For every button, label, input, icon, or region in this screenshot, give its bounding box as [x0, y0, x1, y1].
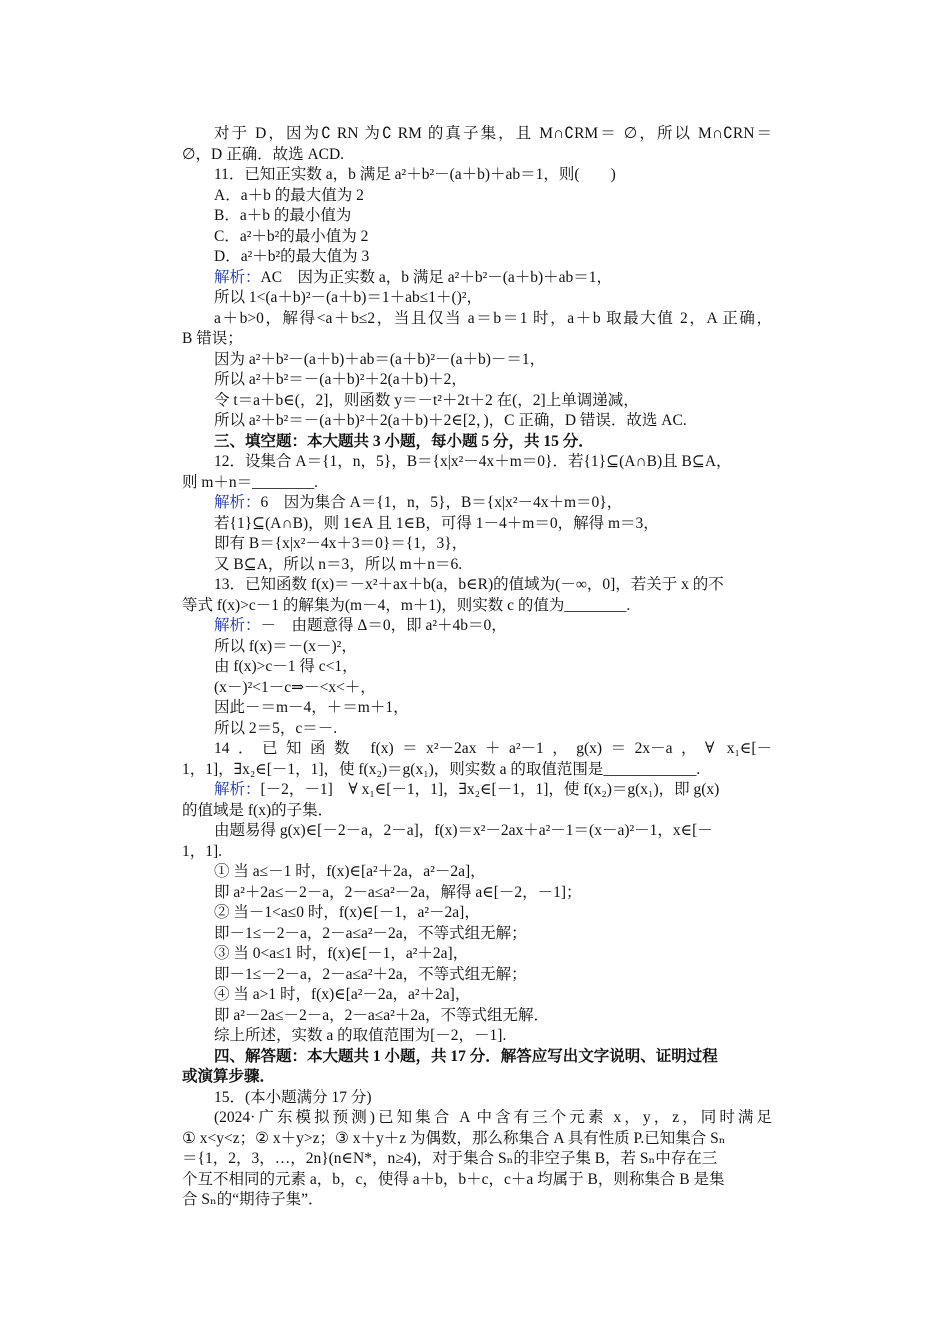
text-line [214, 247, 772, 267]
text-line [214, 780, 772, 800]
line-text: ∅，D 正确．故选 ACD. [182, 145, 345, 163]
text-line [214, 739, 772, 759]
line-text: ① 当 a≤－1 时，f(x)∈[a²＋2a，a²－2a]， [214, 863, 486, 880]
text-line [214, 1006, 772, 1026]
line-text: 四、解答题：本大题共 1 小题，共 17 分．解答应写出文字说明、证明过程 [214, 1047, 718, 1065]
line-text: 15．(本小题满分 17 分) [214, 1088, 372, 1106]
line-text: 即有 B＝{x|x²－4x＋3＝0}＝{1，3}， [214, 535, 468, 552]
text-line [182, 1129, 772, 1149]
line-text: AC 因为正实数 a，b 满足 a²＋b²－(a＋b)＋ab＝1， [260, 268, 613, 286]
line-text: 即－1≤－2－a，2－a≤a²－2a，不等式组无解； [214, 924, 527, 942]
text-line [214, 268, 772, 288]
line-text: － 由题意得 Δ＝0，即 a²＋4b＝0， [260, 617, 507, 634]
line-text: ④ 当 a>1 时，f(x)∈[a²－2a，a²＋2a]， [214, 986, 471, 1003]
line-text: 个互不相同的元素 a，b，c，使得 a＋b，b＋c，c＋a 均属于 B，则称集合 B 是集 [182, 1170, 725, 1188]
text-line [214, 350, 772, 370]
line-text: B 错误； [182, 330, 243, 347]
line-text: 或演算步骤． [182, 1068, 276, 1085]
text-line [214, 883, 772, 903]
line-text: 因为 a²＋b²－(a＋b)＋ab＝(a＋b)²－(a＋b)－＝1， [214, 350, 546, 368]
text-line [182, 1067, 772, 1087]
text-line [214, 985, 772, 1005]
line-text: 13．已知函数 f(x)＝－x²＋ax＋b(a，b∈R)的值域为(－∞，0]，若关于 x 的不 [214, 576, 724, 593]
text-line [214, 206, 772, 226]
analysis-label: 解析： [214, 268, 261, 286]
line-text: 12．设集合 A＝{1，n，5}，B＝{x|x²－4x＋m＝0}．若{1}⊆(A∩B)且 B⊆A， [214, 453, 732, 470]
text-line [214, 227, 772, 247]
text-line [214, 924, 772, 944]
text-line [182, 760, 772, 780]
analysis-label: 解析： [214, 617, 261, 634]
text-line [214, 391, 772, 411]
text-line [214, 862, 772, 882]
line-text: 合 Sₙ的“期待子集”． [182, 1191, 324, 1208]
line-text: 对于 D，因为∁ RN 为∁ RM 的真子集，且 M∩∁RM＝ ∅，所以 M∩∁RN＝ [214, 125, 772, 142]
line-text: ① x<y<z；② x＋y>z；③ x＋y＋z 为偶数，那么称集合 A 具有性质 P.已知集合 Sₙ [182, 1129, 726, 1147]
line-text: ③ 当 0<a≤1 时，f(x)∈[－1，a²＋2a]， [214, 945, 469, 962]
text-line [214, 698, 772, 718]
analysis-label: 解析： [214, 781, 261, 798]
text-line [182, 596, 772, 616]
text-line [182, 1149, 772, 1169]
line-text: 即 a²＋2a≤－2－a，2－a≤a²－2a，解得 a∈[－2，－1]； [214, 883, 582, 901]
line-text: (x－)²<1－c⇒－<x<＋， [214, 678, 376, 696]
text-line [182, 145, 772, 165]
text-line [214, 309, 772, 329]
text-line [214, 1026, 772, 1046]
text-line [214, 678, 772, 698]
text-line [214, 637, 772, 657]
text-line [214, 432, 772, 452]
line-text: 三、填空题：本大题共 3 小题，每小题 5 分，共 15 分． [214, 432, 594, 450]
line-text: 则 m＋n＝________. [182, 473, 319, 491]
line-text: A．a＋b 的最大值为 2 [214, 186, 364, 204]
line-text: 所以 1<(a＋b)²－(a＋b)＝1＋ab≤1＋()²， [214, 289, 483, 306]
line-text: 即 a²－2a≤－2－a，2－a≤a²＋2a，不等式组无解． [214, 1006, 549, 1024]
text-line [214, 124, 772, 144]
line-text: 所以 f(x)＝－(x－)²， [214, 637, 357, 655]
text-line [214, 1088, 772, 1108]
line-text: 所以 a²＋b²＝－(a＋b)²＋2(a＋b)＋2， [214, 371, 467, 388]
line-text: 又 B⊆A，所以 n＝3，所以 m＋n＝6. [214, 555, 463, 573]
text-line [214, 1047, 772, 1067]
line-text: 6 因为集合 A＝{1，n，5}，B＝{x|x²－4x＋m＝0}， [260, 494, 623, 511]
text-line [182, 842, 772, 862]
text-line [214, 944, 772, 964]
text-line [214, 514, 772, 534]
text-line [214, 821, 772, 841]
text-line [214, 1108, 772, 1128]
line-text: 即－1≤－2－a，2－a≤a²＋2a，不等式组无解； [214, 965, 527, 983]
text-line [214, 534, 772, 554]
text-line [214, 186, 772, 206]
text-line [214, 493, 772, 513]
text-line [182, 473, 772, 493]
text-line [182, 1190, 772, 1210]
text-line [214, 555, 772, 575]
line-text: 11．已知正实数 a，b 满足 a²＋b²－(a＋b)＋ab＝1，则( ) [214, 166, 616, 183]
text-line [214, 903, 772, 923]
line-text: (2024·广东模拟预测)已知集合 A 中含有三个元素 x，y，z，同时满足 [214, 1109, 772, 1126]
line-text: 所以 a²＋b²＝－(a＋b)²＋2(a＋b)＋2∈[2，)，C 正确，D 错误．故选 AC. [214, 412, 687, 429]
line-text: ＝{1，2，3，…，2n}(n∈N*，n≥4)，对于集合 Sₙ的非空子集 B，若 Sₙ中存在三 [182, 1150, 718, 1167]
line-text: 所以 2＝5，c＝－. [214, 719, 338, 737]
text-line [214, 719, 772, 739]
text-line [182, 329, 772, 349]
line-text: 1，1]，∃x₂∈[－1，1]，使 f(x₂)＝g(x₁)，则实数 a 的取值范围是____________. [182, 760, 701, 778]
text-line [214, 370, 772, 390]
text-line [214, 616, 772, 636]
line-text: 14．已知函数 f(x)＝x²－2ax＋a²－1，g(x)＝2x－a，∀ x₁∈[－ [214, 740, 772, 757]
line-text: ② 当－1<a≤0 时，f(x)∈[－1，a²－2a]， [214, 904, 480, 921]
text-line [214, 165, 772, 185]
line-text: 若{1}⊆(A∩B)，则 1∈A 且 1∈B，可得 1－4＋m＝0，解得 m＝3， [214, 514, 659, 532]
line-text: 由题易得 g(x)∈[－2－a，2－a]，f(x)＝x²－2ax＋a²－1＝(x－a)²－1，x∈[－ [214, 822, 713, 839]
text-line [214, 575, 772, 595]
analysis-label: 解析： [214, 494, 261, 511]
line-text: a＋b>0，解得<a＋b≤2，当且仅当 a＝b＝1 时，a＋b 取最大值 2，A 正确， [214, 309, 772, 327]
text-line [214, 288, 772, 308]
text-line [214, 965, 772, 985]
line-text: 综上所述，实数 a 的取值范围为[－2，－1]. [214, 1027, 507, 1044]
text-line [214, 657, 772, 677]
line-text: C．a²＋b²的最小值为 2 [214, 227, 369, 245]
text-line [182, 801, 772, 821]
text-line [214, 411, 772, 431]
line-text: 由 f(x)>c－1 得 c<1， [214, 658, 358, 675]
line-text: 的值域是 f(x)的子集． [182, 801, 334, 819]
line-text: 令 t＝a＋b∈(，2]，则函数 y＝－t²＋2t＋2 在(，2]上单调递减， [214, 391, 639, 409]
text-line [214, 452, 772, 472]
line-text: [－2，－1] ∀ x₁∈[－1，1]，∃x₂∈[－1，1]，使 f(x₂)＝g(x₁)，即 g(x) [260, 781, 720, 798]
line-text: 因此－＝m－4，＋＝m＋1， [214, 699, 409, 716]
line-text: D．a²＋b²的最大值为 3 [214, 248, 370, 265]
line-text: B．a＋b 的最小值为 [214, 207, 352, 224]
line-text: 等式 f(x)>c－1 的解集为(m－4，m＋1)，则实数 c 的值为________. [182, 596, 631, 614]
text-line [182, 1170, 772, 1190]
line-text: 1，1]. [182, 842, 223, 860]
